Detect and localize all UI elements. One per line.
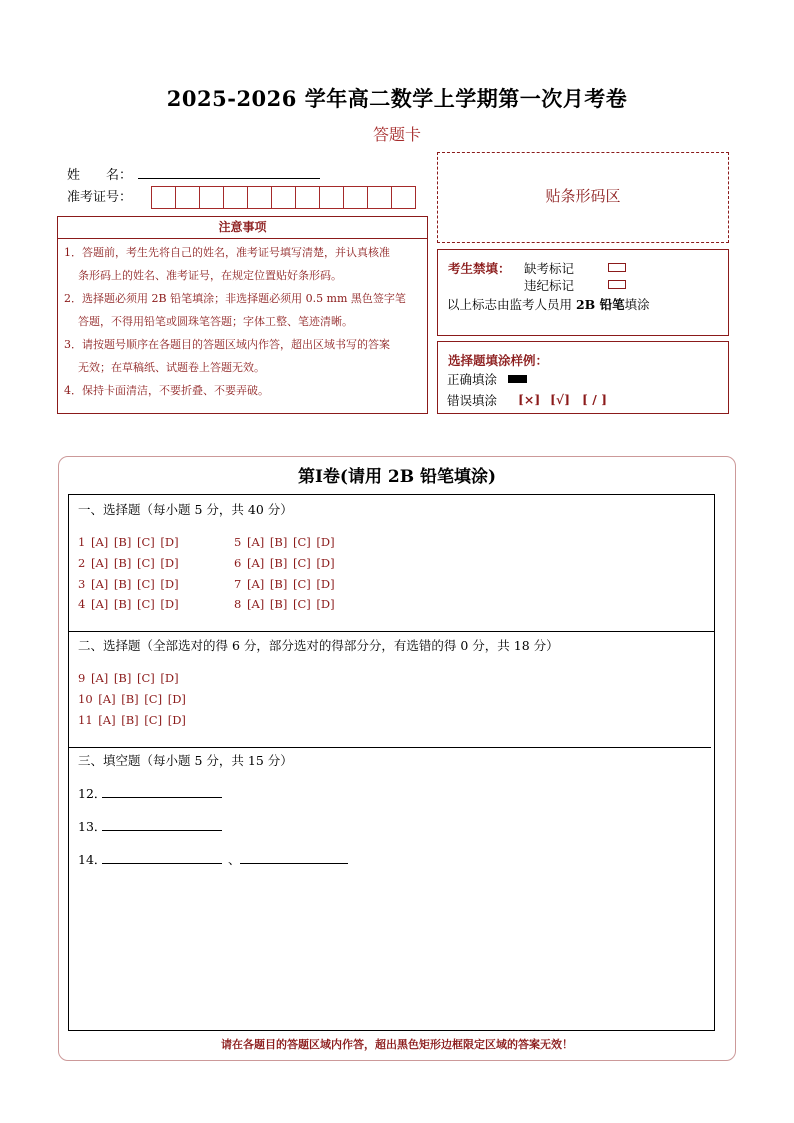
q14-answer-blank-1[interactable] bbox=[102, 863, 222, 864]
question-row[interactable]: 2 [A] [B] [C] [D] bbox=[78, 556, 179, 570]
part1-title: 第Ⅰ卷(请用 2B 铅笔填涂) bbox=[297, 467, 497, 487]
q14-answer-blank-2[interactable] bbox=[240, 863, 348, 864]
page-title: 2025-2026 学年高二数学上学期第一次月考卷 bbox=[166, 86, 628, 111]
q14-label: 14． bbox=[78, 852, 107, 867]
question-row[interactable]: 3 [A] [B] [C] [D] bbox=[78, 577, 179, 591]
fill-example-box bbox=[437, 341, 729, 414]
note-line: 无效；在草稿纸、试题卷上答题无效。 bbox=[78, 361, 265, 374]
id-label: 准考证号： bbox=[67, 190, 133, 205]
absent-label: 缺考标记 bbox=[524, 261, 575, 276]
question-row[interactable]: 9 [A] [B] [C] [D] bbox=[78, 671, 179, 685]
q12-answer-blank[interactable] bbox=[102, 797, 222, 798]
q13-answer-blank[interactable] bbox=[102, 830, 222, 831]
id-digit-box[interactable] bbox=[223, 186, 248, 209]
question-row[interactable]: 6 [A] [B] [C] [D] bbox=[234, 556, 335, 570]
forbidden-label: 考生禁填： bbox=[448, 261, 511, 276]
barcode-area bbox=[437, 152, 729, 243]
question-row[interactable]: 7 [A] [B] [C] [D] bbox=[234, 577, 335, 591]
violation-label: 违纪标记 bbox=[524, 278, 575, 293]
correct-fill-label: 正确填涂 bbox=[447, 372, 498, 387]
q14-separator: 、 bbox=[228, 852, 241, 867]
fill-example-title: 选择题填涂样例： bbox=[448, 353, 549, 368]
id-digit-box[interactable] bbox=[175, 186, 200, 209]
question-row[interactable]: 5 [A] [B] [C] [D] bbox=[234, 535, 335, 549]
id-digit-box[interactable] bbox=[391, 186, 416, 209]
id-digit-box[interactable] bbox=[295, 186, 320, 209]
note-line: 条形码上的姓名、准考证号，在规定位置贴好条形码。 bbox=[78, 269, 342, 282]
sec3-heading: 三、填空题（每小题 5 分，共 15 分） bbox=[78, 753, 293, 768]
section-divider bbox=[68, 747, 711, 748]
id-digit-box[interactable] bbox=[271, 186, 296, 209]
wrong-mark: [×] bbox=[518, 392, 541, 407]
q13-label: 13． bbox=[78, 819, 107, 834]
footer-warning: 请在各题目的答题区域内作答，超出黑色矩形边框限定区域的答案无效！ bbox=[221, 1038, 573, 1051]
section-divider bbox=[68, 631, 715, 632]
question-row[interactable]: 11 [A] [B] [C] [D] bbox=[78, 713, 186, 727]
question-row[interactable]: 10 [A] [B] [C] [D] bbox=[78, 692, 186, 706]
id-digit-box[interactable] bbox=[319, 186, 344, 209]
note-line: 1．答题前，考生先将自己的姓名，准考证号填写清楚，并认真核准 bbox=[64, 246, 390, 259]
question-row[interactable]: 8 [A] [B] [C] [D] bbox=[234, 597, 335, 611]
id-digit-box[interactable] bbox=[151, 186, 176, 209]
wrong-mark: [√] bbox=[550, 392, 571, 407]
barcode-label: 贴条形码区 bbox=[545, 187, 621, 205]
correct-fill-sample bbox=[508, 375, 527, 383]
id-digit-box[interactable] bbox=[367, 186, 392, 209]
violation-mark-box[interactable] bbox=[608, 280, 626, 289]
wrong-mark: [ / ] bbox=[582, 392, 608, 407]
sec2-heading: 二、选择题（全部选对的得 6 分，部分选对的得部分分，有选错的得 0 分，共 18 分） bbox=[78, 638, 559, 653]
page-subtitle: 答题卡 bbox=[372, 125, 421, 144]
notes-title: 注意事项 bbox=[58, 217, 427, 239]
absent-mark-box[interactable] bbox=[608, 263, 626, 272]
id-digit-box[interactable] bbox=[199, 186, 224, 209]
notes-box bbox=[57, 216, 428, 414]
name-field[interactable] bbox=[138, 178, 320, 179]
forbidden-box bbox=[437, 249, 729, 336]
note-line: 2．选择题必须用 2B 铅笔填涂；非选择题必须用 0.5 mm 黑色签字笔 bbox=[64, 292, 406, 305]
id-digit-box[interactable] bbox=[343, 186, 368, 209]
forbidden-note: 以上标志由监考人员用 2B 铅笔填涂 bbox=[447, 297, 650, 312]
name-label: 姓 名： bbox=[67, 168, 133, 183]
note-line: 答题，不得用铅笔或圆珠笔答题；字体工整、笔迹清晰。 bbox=[78, 315, 353, 328]
sec1-heading: 一、选择题（每小题 5 分，共 40 分） bbox=[78, 502, 293, 517]
note-line: 4．保持卡面清洁，不要折叠、不要弄破。 bbox=[64, 384, 269, 397]
wrong-fill-label: 错误填涂 bbox=[447, 393, 498, 408]
note-line: 3．请按题号顺序在各题目的答题区域内作答，超出区域书写的答案 bbox=[64, 338, 390, 351]
id-digit-box[interactable] bbox=[247, 186, 272, 209]
question-row[interactable]: 1 [A] [B] [C] [D] bbox=[78, 535, 179, 549]
q12-label: 12． bbox=[78, 786, 107, 801]
question-row[interactable]: 4 [A] [B] [C] [D] bbox=[78, 597, 179, 611]
id-number-boxes[interactable] bbox=[151, 186, 416, 209]
